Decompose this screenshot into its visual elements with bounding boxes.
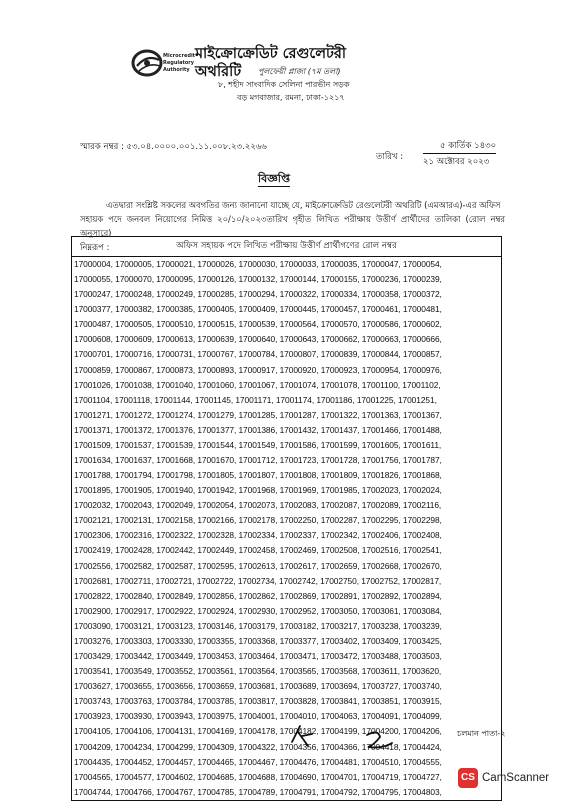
table-row: 17002419, 17002428, 17002442, 17002449, 17002458, 17002469, 17002508, 17002516, 17002541, (74, 545, 442, 556)
table-header: অফিস সহায়ক পদে লিখিত পরীক্ষায় উত্তীর্ণ প্রার্থীগণের রোল নম্বর (72, 237, 501, 257)
memo-number: স্মারক নম্বর : ৫৩.০৪.০০০০.০০১.১১.০০৮.২৩.২২৬৬ (80, 142, 267, 152)
camscanner-icon: CS (458, 768, 478, 788)
date-label: তারিখ : (376, 152, 404, 162)
logo-text-line: Microcredit (163, 53, 196, 59)
table-row: 17002121, 17002131, 17002158, 17002166, 17002178, 17002250, 17002287, 17002295, 17002298, (74, 515, 442, 526)
table-row: 17003429, 17003442, 17003449, 17003453, 17003464, 17003471, 17003472, 17003488, 17003503, (74, 651, 442, 662)
table-row: 17004209, 17004234, 17004299, 17004309, 17004322, 17004356, 17004366, 17004418, 17004424, (74, 741, 442, 752)
table-row: 17004105, 17004106, 17004131, 17004169, 17004178, 17004182, 17004199, 17004200, 17004206, (74, 726, 442, 737)
date-bangla: ৫ কার্তিক ১৪৩০ (440, 141, 497, 151)
table-row: 17000055, 17000070, 17000095, 17000126, 17000132, 17000144, 17000155, 17000236, 17000239, (74, 274, 442, 285)
organization-title: মাইক্রোক্রেডিট রেগুলেটরী অথরিটি (195, 46, 347, 80)
table-row: 17001509, 17001537, 17001539, 17001544, 17001549, 17001586, 17001599, 17001605, 17001611, (74, 439, 442, 450)
continuation-note: চলমান পাতা-২ (457, 729, 506, 738)
table-row: 17003276, 17003303, 17003330, 17003355, 17003368, 17003377, 17003402, 17003409, 17003425, (74, 635, 442, 646)
table-row: 17000859, 17000867, 17000873, 17000893, 17000917, 17000920, 17000923, 17000954, 17000976, (74, 364, 442, 375)
roll-number-table (71, 236, 502, 801)
table-row: 17003541, 17003549, 17003552, 17003561, 17003564, 17003565, 17003568, 17003611, 17003620, (74, 666, 442, 677)
address-line: ৮, শহীদ সাংবাদিক সেলিনা পারভীন সড়ক (218, 80, 350, 89)
table-row: 17000487, 17000505, 17000510, 17000515, 17000539, 17000564, 17000570, 17000586, 17000602, (74, 319, 442, 330)
intro-line: নিম্নরূপ : (80, 242, 110, 252)
table-row: 17001271, 17001272, 17001274, 17001279, 17001285, 17001287, 17001322, 17001363, 17001367, (74, 409, 442, 420)
table-row: 17002556, 17002582, 17002587, 17002595, 17002613, 17002617, 17002659, 17002668, 17002670, (74, 560, 442, 571)
table-row: 17001104, 17001118, 17001144, 17001145, 17001171, 17001174, 17001186, 17001225, 17001251, (74, 394, 437, 405)
logo-text-line: Authority (163, 67, 190, 73)
table-row: 17003090, 17003121, 17003123, 17003146, 17003179, 17003182, 17003217, 17003238, 17003239, (74, 620, 442, 631)
table-row: 17000701, 17000716, 17000731, 17000767, 17000784, 17000807, 17000839, 17000844, 17000857, (74, 349, 442, 360)
table-body (72, 257, 501, 800)
table-row: 17000004, 17000005, 17000021, 17000026, 17000030, 17000033, 17000035, 17000047, 17000054, (74, 259, 442, 269)
table-row: 17002822, 17002840, 17002849, 17002856, 17002862, 17002869, 17002891, 17002892, 17002894, (74, 590, 442, 601)
address-line: পুলফেয়ী প্লাজা (৭ম তলা) (258, 67, 341, 76)
table-row: 17004744, 17004766, 17004767, 17004785, 17004789, 17004791, 17004792, 17004795, 17004803, (74, 786, 442, 797)
mra-logo (131, 46, 196, 80)
notice-heading: বিজ্ঞপ্তি (258, 172, 290, 185)
intro-line: এতদ্বারা সংশ্লিষ্ট সকলের অবগতির জন্য জানানো যাচ্ছে যে, মাইক্রোক্রেডিট রেগুলেটরী অথরিটি (এমআরএ)-এর অফিস (106, 200, 501, 210)
table-row: 17002900, 17002917, 17002922, 17002924, 17002930, 17002952, 17003050, 17003061, 17003084, (74, 605, 442, 616)
table-row: 17001634, 17001637, 17001668, 17001670, 17001712, 17001723, 17001728, 17001756, 17001787, (74, 455, 442, 466)
table-row: 17004565, 17004577, 17004602, 17004685, 17004688, 17004690, 17004701, 17004719, 17004727, (74, 771, 442, 782)
table-row: 17001371, 17001372, 17001376, 17001377, 17001386, 17001432, 17001437, 17001466, 17001488, (74, 424, 442, 435)
intro-line: সহায়ক পদে জনবল নিয়োগের নিমিত্ত ২০/১০/২০২৩তারিখ গৃহীত লিখিত পরীক্ষায় উত্তীর্ণ প্রার্থীদের তালিকা (রোল নম্বর অনুসারে) (80, 214, 505, 238)
date-divider (423, 153, 496, 154)
table-row: 17003743, 17003763, 17003784, 17003785, 17003817, 17003828, 17003841, 17003851, 17003915, (74, 696, 442, 707)
table-row: 17000608, 17000609, 17000613, 17000639, 17000640, 17000643, 17000662, 17000663, 17000666, (74, 334, 442, 345)
table-row: 17001895, 17001905, 17001940, 17001942, 17001968, 17001969, 17001985, 17002023, 17002024, (74, 485, 442, 496)
table-row: 17001788, 17001794, 17001798, 17001805, 17001807, 17001808, 17001809, 17001826, 17001868, (74, 470, 442, 481)
signature-mark (288, 722, 316, 748)
table-row: 17002306, 17002316, 17002322, 17002328, 17002334, 17002337, 17002342, 17002406, 17002408, (74, 530, 442, 541)
camscanner-watermark (458, 768, 549, 788)
date-english: ২১ অক্টোবর ২০২৩ (423, 157, 490, 167)
table-row: 17003923, 17003930, 17003943, 17003975, 17004001, 17004010, 17004063, 17004091, 17004099, (74, 711, 442, 722)
table-row: 17004435, 17004452, 17004457, 17004465, 17004467, 17004476, 17004481, 17004510, 17004555, (74, 756, 442, 767)
table-row: 17000247, 17000248, 17000249, 17000285, 17000294, 17000322, 17000334, 17000358, 17000372, (74, 289, 442, 300)
address-line: বড় মগবাজার, রমনা, ঢাকা-১২১৭ (237, 93, 345, 102)
camscanner-label: CamScanner (482, 772, 550, 784)
table-row: 17003627, 17003655, 17003656, 17003659, 17003681, 17003689, 17003694, 17003727, 17003740, (74, 681, 442, 692)
signature-mark (364, 727, 394, 751)
table-row: 17002681, 17002711, 17002721, 17002722, 17002734, 17002742, 17002750, 17002752, 17002817, (74, 575, 442, 586)
logo-text-line: Regulatory (163, 60, 195, 66)
table-row: 17000377, 17000382, 17000385, 17000405, 17000409, 17000445, 17000457, 17000461, 17000481, (74, 304, 442, 315)
table-row: 17002032, 17002043, 17002049, 17002054, 17002073, 17002083, 17002087, 17002089, 17002116, (74, 500, 442, 511)
table-row: 17001026, 17001038, 17001040, 17001060, 17001067, 17001074, 17001078, 17001100, 17001102, (74, 379, 441, 390)
